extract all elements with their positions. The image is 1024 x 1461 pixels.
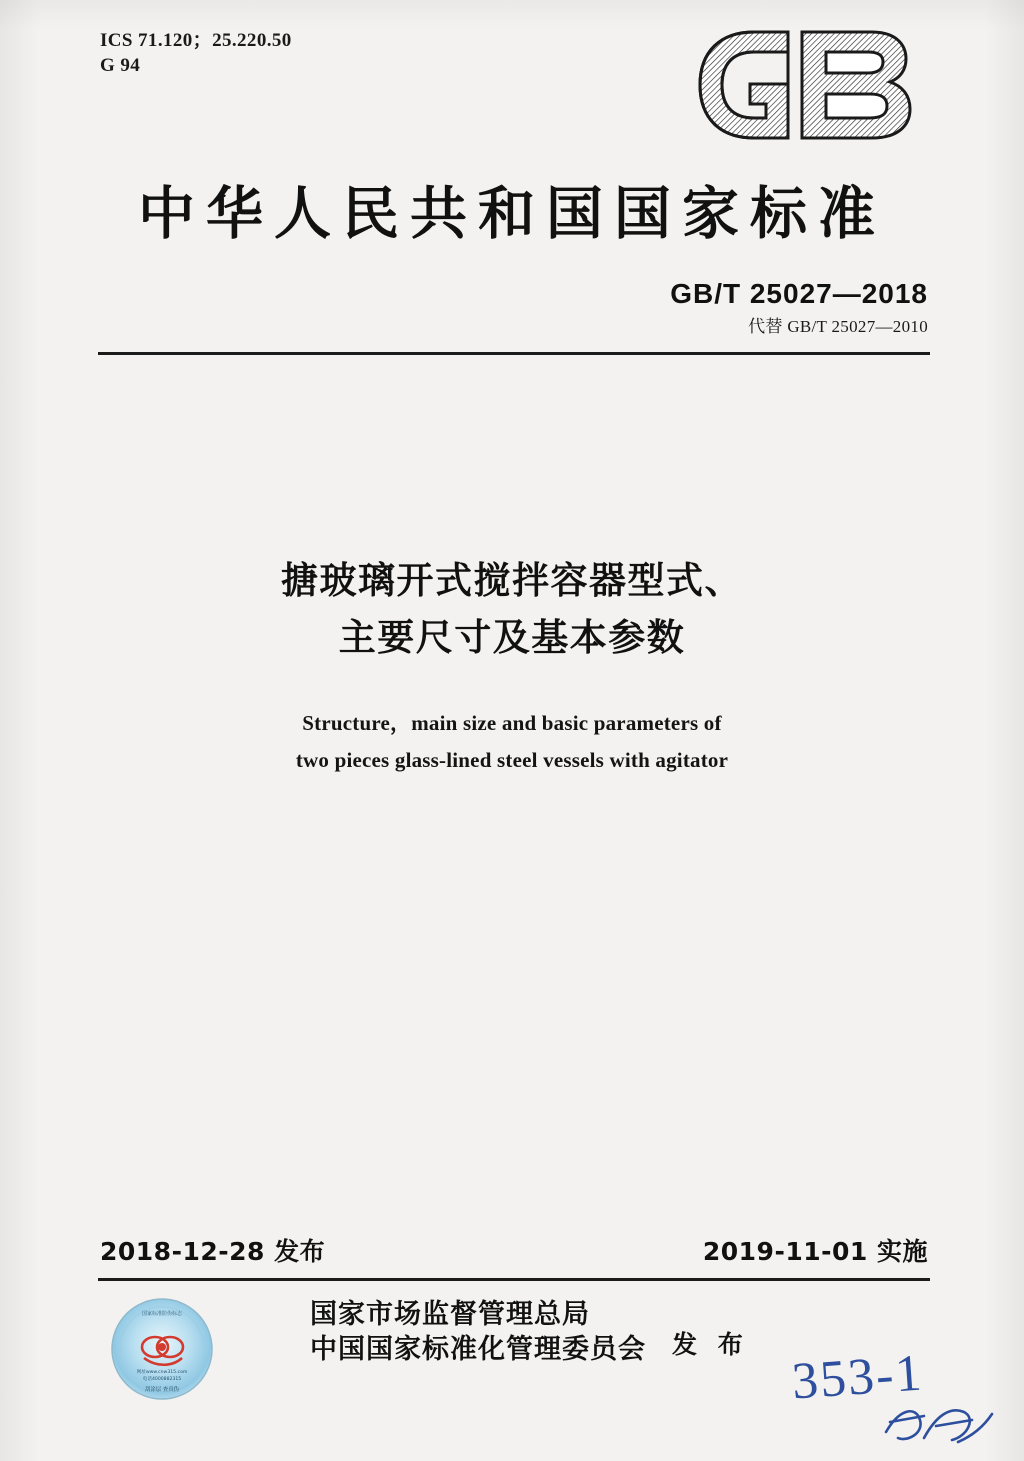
publisher-line-1: 国家市场监督管理总局 (310, 1299, 590, 1330)
handwritten-number: 353-1 (790, 1344, 926, 1411)
ics-classification-block (100, 28, 292, 79)
title-english (0, 705, 1024, 779)
svg-text:网址www.cnw315.com: 网址www.cnw315.com (136, 1370, 188, 1375)
standard-replaces: 代替 GB/T 25027—2010 (748, 317, 928, 336)
publisher-line-2: 中国国家标准化管理委员会 (310, 1333, 646, 1365)
ics-code-line: ICS 71.120；25.220.50 (100, 30, 292, 51)
svg-text:电话4000882315: 电话4000882315 (142, 1377, 182, 1382)
anti-counterfeit-sticker-icon (110, 1297, 214, 1401)
header-divider (98, 352, 930, 355)
implementation-date: 2019-11-01 实施 (702, 1237, 928, 1266)
gb-logo-icon (692, 26, 928, 144)
title-chinese (0, 552, 1024, 667)
issue-date: 2018-12-28 发布 (100, 1237, 326, 1266)
title-chinese-line-2: 主要尺寸及基本参数 (338, 616, 686, 660)
footer-divider (98, 1278, 930, 1281)
publisher-action-label: 发 布 (672, 1330, 749, 1359)
svg-text:国家标准防伪标志: 国家标准防伪标志 (141, 1311, 183, 1317)
ccs-code-line: G 94 (100, 55, 141, 77)
handwritten-signature-icon (880, 1398, 1000, 1454)
national-standard-title: 中华人民共和国国家标准 (138, 181, 886, 247)
title-english-line-1: Structure，main size and basic parameters of (302, 711, 722, 735)
standard-number: GB/T 25027—2018 (670, 278, 928, 309)
title-english-line-2: two pieces glass-lined steel vessels with agitator (295, 747, 729, 772)
svg-text:刮涂层 查真伪: 刮涂层 查真伪 (144, 1387, 180, 1393)
publisher-name (310, 1298, 646, 1367)
title-chinese-line-1: 搪玻璃开式搅拌容器型式、 (281, 559, 743, 602)
